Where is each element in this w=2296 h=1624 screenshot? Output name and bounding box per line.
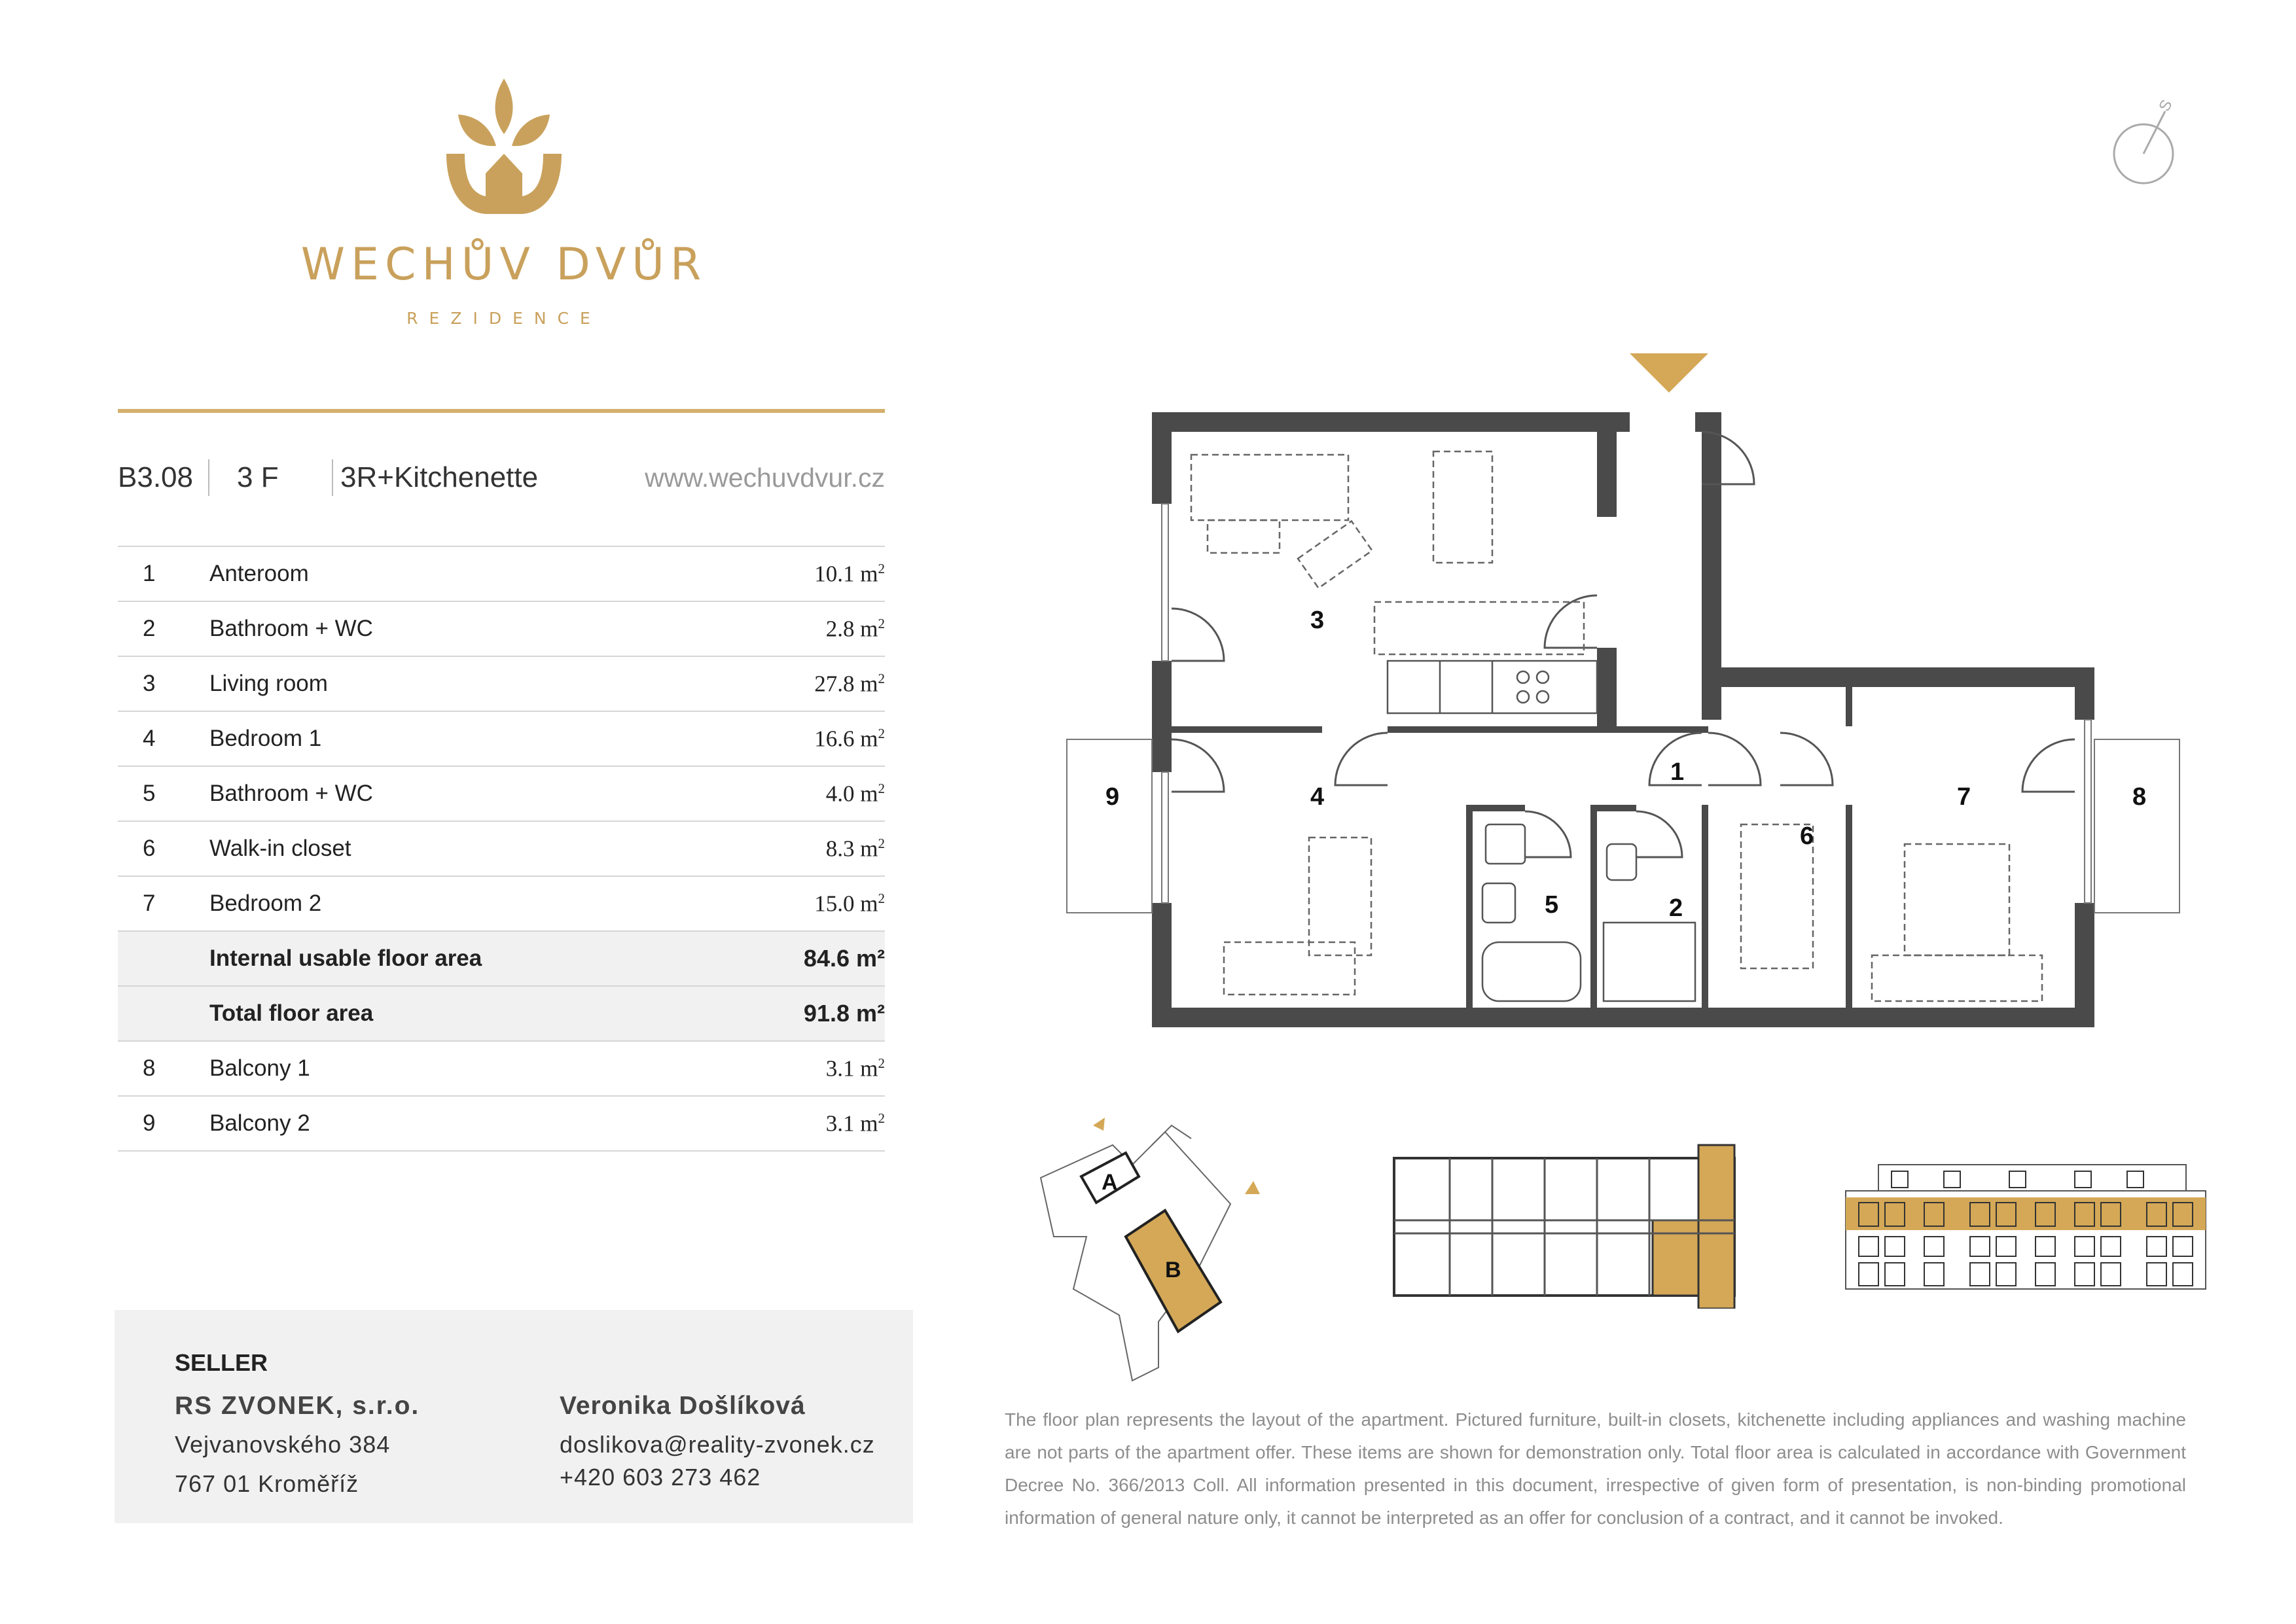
wall (1846, 805, 1852, 1008)
table-row (118, 1096, 885, 1151)
wall (1590, 805, 1597, 1008)
room-number: 1 (118, 546, 209, 601)
table-row (118, 876, 885, 931)
entrance-arrow-icon (1630, 353, 1708, 393)
seller-heading: SELLER (175, 1349, 268, 1376)
wall (1152, 412, 1172, 504)
room-label: 4 (1310, 783, 1325, 811)
wall (1172, 726, 1322, 733)
contact-email[interactable]: doslikova@reality-zvonek.cz (560, 1431, 875, 1458)
room-label: 1 (1670, 758, 1685, 786)
seller-city: 767 01 Kroměříž (175, 1470, 359, 1497)
wall (1702, 805, 1708, 1008)
wall (1466, 805, 1525, 811)
table-row (118, 656, 885, 711)
total-row (118, 986, 885, 1041)
room-area: 10.1 $m^2$ (730, 546, 885, 601)
building-b-label: B (1165, 1258, 1181, 1282)
room-area: 16.6 $m^2$ (730, 711, 885, 766)
header-divider (118, 409, 885, 413)
table-row (118, 546, 885, 601)
room-area: 3.1 $m^2$ (730, 1096, 885, 1151)
room-label: 8 (2132, 783, 2147, 811)
seller-company: RS ZVONEK, s.r.o. (175, 1392, 420, 1420)
room-name: Bedroom 2 (209, 876, 730, 931)
total-area: 84.6 m² (730, 931, 885, 986)
total-label: Internal usable floor area (209, 931, 730, 986)
room-number: 7 (118, 876, 209, 931)
wall (1466, 805, 1473, 1008)
room-name: Living room (209, 656, 730, 711)
building-floor-overview (1388, 1139, 1741, 1309)
table-row (118, 711, 885, 766)
room-number: 8 (118, 1041, 209, 1096)
room-name: Anteroom (209, 546, 730, 601)
room-number: 5 (118, 766, 209, 821)
unit-code: B3.08 (118, 461, 193, 493)
total-label: Total floor area (209, 986, 730, 1041)
wall (2075, 667, 2094, 720)
wall (1152, 412, 1630, 432)
wall (1152, 1008, 2094, 1027)
room-label: 3 (1310, 607, 1325, 634)
room-table (118, 546, 885, 1152)
room-label: 9 (1105, 783, 1120, 811)
arrow-icon (1245, 1181, 1260, 1194)
wall (1152, 903, 1172, 1027)
site-map (1034, 1106, 1296, 1394)
room-name: Bathroom + WC (209, 766, 730, 821)
room-name: Bedroom 1 (209, 711, 730, 766)
room-name: Balcony 1 (209, 1041, 730, 1096)
leaf-logo-icon (439, 75, 569, 219)
room-name: Walk-in closet (209, 821, 730, 876)
wall (1597, 432, 1617, 517)
unit-type: 3R+Kitchenette (340, 461, 539, 493)
room-label: 6 (1800, 822, 1814, 850)
total-row (118, 931, 885, 986)
unit-floor: 3 F (237, 461, 279, 493)
room-number: 6 (118, 821, 209, 876)
seller-street: Vejvanovského 384 (175, 1431, 391, 1458)
divider (208, 459, 209, 496)
contact-phone[interactable]: +420 603 273 462 (560, 1464, 761, 1491)
room-number: 3 (118, 656, 209, 711)
table-row (118, 766, 885, 821)
contact-name: Veronika Došlíková (560, 1392, 806, 1420)
wall (1152, 661, 1172, 772)
room-area: 3.1 $m^2$ (730, 1041, 885, 1096)
brand-name: WECHŮV DVŮR (300, 239, 708, 291)
website-link[interactable]: www.wechuvdvur.cz (645, 463, 885, 493)
arrow-icon (1093, 1118, 1105, 1131)
seller-box (115, 1310, 913, 1523)
room-name: Balcony 2 (209, 1096, 730, 1151)
room-number: 4 (118, 711, 209, 766)
wall (1597, 805, 1636, 811)
compass-icon (2108, 92, 2179, 190)
table-row (118, 821, 885, 876)
table-row (118, 1041, 885, 1096)
room-area: 15.0 $m^2$ (730, 876, 885, 931)
room-label: 7 (1957, 783, 1971, 811)
room-name: Bathroom + WC (209, 601, 730, 656)
wall (1846, 687, 1852, 726)
table-row (118, 601, 885, 656)
room-area: 8.3 $m^2$ (730, 821, 885, 876)
room-area: 2.8 $m^2$ (730, 601, 885, 656)
floor-plan (1047, 347, 2225, 1040)
total-area: 91.8 m² (730, 986, 885, 1041)
compass-label: S (2155, 97, 2176, 115)
room-number: 2 (118, 601, 209, 656)
divider (332, 459, 333, 496)
room-label: 5 (1545, 891, 1559, 919)
room-number: 9 (118, 1096, 209, 1151)
wall (1702, 667, 2094, 687)
disclaimer-text: The floor plan represents the layout of the apartment. Pictured furniture, built-in closets, kitchenette including appliances and washing machine are not parts of the apartment offer. These items are shown for demonstration only. Total floor area is calculated in accordance with Government Decree No. 366/2013 Coll. All information presented in this document, irrespective of given form of presentation, is non-binding promotional information of general nature only, it cannot be interpreted as an offer for conclusion of a contract, and it cannot be invoked. (1005, 1409, 2186, 1528)
building-a-label: A (1102, 1170, 1118, 1195)
brand-subtitle: REZIDENCE (406, 309, 601, 328)
building-elevation (1839, 1152, 2212, 1296)
room-label: 2 (1669, 894, 1683, 922)
room-area: 27.8 $m^2$ (730, 656, 885, 711)
room-area: 4.0 $m^2$ (730, 766, 885, 821)
wall (1388, 726, 1708, 733)
wall (1597, 648, 1617, 733)
